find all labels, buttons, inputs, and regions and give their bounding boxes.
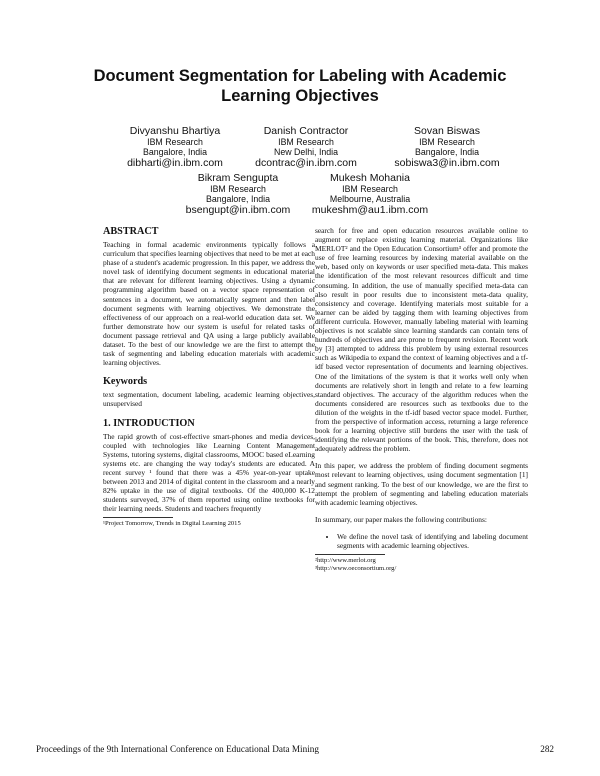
page-number: 282 — [540, 744, 554, 754]
author-location: Bangalore, India — [142, 147, 208, 157]
author-email: sobiswa3@in.ibm.com — [394, 157, 500, 169]
author-location: Melbourne, Australia — [329, 194, 411, 204]
introduction-heading: 1. INTRODUCTION — [103, 417, 195, 429]
author-email: mukeshm@au1.ibm.com — [311, 204, 429, 216]
author-name: Divyanshu Bhartiya — [129, 125, 221, 137]
paper-title: Document Segmentation for Labeling with Academic Learning Objectives — [93, 67, 507, 105]
abstract-heading: ABSTRACT — [103, 226, 159, 237]
right-paragraph-2: In this paper, we address the problem of finding document segments most relevant to learning objectives, using document segmentation [1] and segment ranking. To the best of our knowledge, we are the first to attempt the problem of segmenting and labeling education materials with academic learning objectives. — [315, 461, 528, 507]
author-block — [384, 125, 510, 169]
footer-proceedings: Proceedings of the 9th International Conference on Educational Data Mining — [36, 744, 319, 754]
footnote-rule — [103, 517, 173, 518]
right-column — [315, 226, 528, 573]
footnote-2: ²http://www.merlot.org — [315, 557, 376, 565]
list-item: • We define the novel task of identifying and labeling document segments with academic learning objectives. — [337, 532, 528, 550]
author-location: Bangalore, India — [205, 194, 271, 204]
author-location: New Delhi, India — [273, 147, 339, 157]
right-paragraph-1: search for free and open education resources available online to augment or replace existing learning material. Organizations like MERLOT² and the Open Education Consortium³ offer and promote the use of free learning resources by indexing material available on the web, based only on keywords or user specified meta-data. This makes the identification of the most relevant resources difficult and time consuming. In addition, the use of manually specified meta-data can also result in poor results due to inconsistent meta-data quality, consistency and coverage. Identifying materials most suitable for a learner can be aided by tagging them with learning objectives from different curricula. However, manually labeling material with learning objectives is not scalable since learning standards can contain tens of hundreds of objectives and are prone to frequent revision. Recent work by [3] attempted to address this problem by using external resources such as Wikipedia to expand the context of learning objectives and a tf-idf based vector representation of documents and learning objectives. One of the limitations of the system is that it works well only when documents are relatively short in length and relate to a few learning standard objectives. The accuracy of the algorithm reduces when the documents considered are resources such as textbooks due to the dilution of the weights in the tf-idf based vector space model. Further, from the perspective of information access, returning a large reference book for a learning objective still burdens the user with the task of identifying the relevant portions of the book. This, therefore, does not adequately address the problem. — [315, 226, 528, 454]
author-affiliation: IBM Research — [210, 184, 266, 194]
abstract-text: Teaching in formal academic environments typically follows a curriculum that specifies learning objectives that need to be met at each phase of a student's academic progression. In this paper, we address the novel task of identifying document segments in educational material that are relevant for different learning objectives. Using a dynamic programming algorithm based on a vector space representation of sentences in a document, we automatically segment and then label document segments with learning objectives. We demonstrate the effectiveness of our approach on a real-world education data set. We further demonstrate how our system is useful for related tasks of document passage retrieval and QA using a large publicly available dataset. To the best of our knowledge we are the first to attempt the task of segmenting and labeling education materials with academic learning objectives. — [103, 240, 315, 368]
contributions-list — [315, 532, 528, 550]
author-affiliation: IBM Research — [419, 137, 475, 147]
keywords-heading: Keywords — [103, 376, 148, 388]
left-column — [103, 226, 315, 528]
author-affiliation: IBM Research — [147, 137, 203, 147]
author-name: Sovan Biswas — [414, 125, 480, 137]
author-affiliation: IBM Research — [278, 137, 334, 147]
author-name: Mukesh Mohania — [330, 172, 410, 184]
author-email: bsengupt@in.ibm.com — [185, 204, 291, 216]
right-paragraph-3: In summary, our paper makes the following contributions: — [315, 514, 487, 524]
author-email: dcontrac@in.ibm.com — [255, 157, 357, 169]
footnote-3: ³http://www.oeconsortium.org/ — [315, 565, 397, 573]
author-name: Bikram Sengupta — [197, 172, 279, 184]
author-name: Danish Contractor — [263, 125, 349, 137]
author-email: dibharti@in.ibm.com — [127, 157, 223, 169]
footnote-1: ¹Project Tomorrow, Trends in Digital Learning 2015 — [103, 520, 241, 528]
introduction-paragraph: The rapid growth of cost-effective smart-phones and media devices, coupled with technologies like Learning Content Management Systems, tutoring systems, digital classrooms, MOOC based eLearning systems etc. are changing the way today's students are educated. A recent survey ¹ found that there was a 45% year-on-year uptake between 2013 and 2014 of digital content in the classroom and a nearly 82% uptake in the use of digital textbooks. Of the 400,000 K-12 students surveyed, 37% of them reported using online textbooks for their learning needs. Students and teachers frequently — [103, 431, 315, 514]
author-block — [175, 172, 301, 216]
author-location: Bangalore, India — [414, 147, 480, 157]
footnote-rule — [315, 554, 385, 555]
author-block — [305, 172, 435, 216]
keywords-text: text segmentation, document labeling, academic learning objectives, unsupervised — [103, 390, 315, 409]
author-block — [112, 125, 238, 169]
author-affiliation: IBM Research — [342, 184, 398, 194]
author-block — [238, 125, 374, 169]
